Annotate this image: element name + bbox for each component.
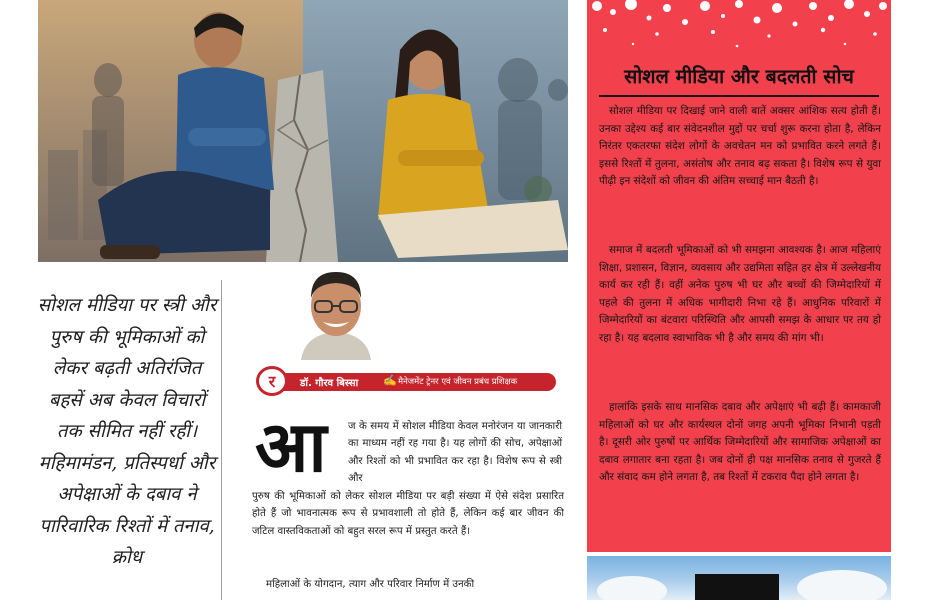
author-byline [252,366,558,396]
author-photo [297,268,375,360]
splatter-decoration [587,0,891,60]
author-role: मैनेजमेंट ट्रेनर एवं जीवन प्रबंध प्रशिक्षक [398,377,518,387]
column-divider [221,280,222,600]
cloud-shape [597,576,667,600]
article-illustration [38,0,568,262]
sidebar-paragraph: हालांकि इसके साथ मानसिक दबाव और अपेक्षाएं भी बढ़ी हैं। कामकाजी महिलाओं को घर और कार्यस्थल दोनों जगह अपनी भूमिका निभानी पड़ती है। दूसरी ओर पुरुषों पर आर्थिक जिम्मेदारियों और सामाजिक अपेक्षाओं का दबाव लगातार बना रहता है। जब दोनों ही पक्ष मानसिक तनाव से गुजरते हैं और संवाद कम होने लगता है, तब रिश्तों में टकराव पैदा होने लगता है। [599,401,881,484]
sky-photo [587,556,891,600]
article-lead: ज के समय में सोशल मीडिया केवल मनोरंजन या जानकारी का माध्यम नहीं रह गया है। यह लोगों की सोच, अपेक्षाओं और रिश्तों को भी प्रभावित कर रहा है। विशेष रूप से स्त्री और [348,421,562,485]
avatar [297,268,375,360]
sidebar-title-rule [599,95,879,97]
article-paragraph: पुरुष की भूमिकाओं को लेकर सोशल मीडिया पर बड़ी संख्या में ऐसे संदेश प्रसारित होते हैं जो भावनात्मक रूप से प्रभावशाली तो होते हैं, लेकिन कई बार जीवन की जटिल वास्तविकताओं को बहुत सरल रूप में प्रस्तुत करते हैं। [252,491,564,537]
article-paragraph: महिलाओं के योगदान, त्याग और परिवार निर्माण में उनकी [266,579,475,590]
sidebar-paragraph: सोशल मीडिया पर दिखाई जाने वाली बातें अक्सर आंशिक सत्य होती हैं। उनका उद्देश्य कई बार संवेदनशील मुद्दों पर चर्चा शुरू करना होता है, लेकिन निरंतर एकतरफा संदेश लोगों के अवचेतन मन को प्रभावित करने लगते हैं। इससे रिश्तों में तुलना, असंतोष और तनाव बढ़ सकता है। विशेष रूप से युवा पीढ़ी इन संदेशों को जीवन की अंतिम सच्चाई मान बैठती है। [599,105,881,188]
headline-block [695,574,779,600]
couple-conflict-illustration [38,0,568,262]
cloud-shape [797,570,887,600]
drop-cap: आ [255,406,327,488]
sidebar-box [587,0,891,552]
pen-icon: ✍ [383,374,397,387]
author-name: डॉ. गौरव बिस्सा [300,378,359,389]
sidebar-paragraph: समाज में बदलती भूमिकाओं को भी समझना आवश्यक है। आज महिलाएं शिक्षा, प्रशासन, विज्ञान, व्यवसाय और उद्यमिता सहित हर क्षेत्र में उल्लेखनीय कार्य कर रही हैं। वहीं अनेक पुरुष भी घर और बच्चों की जिम्मेदारियों में पहले की तुलना में अधिक भागीदारी निभा रहे हैं। आधुनिक परिवारों में जिम्मेदारियों का बंटवारा परिस्थिति और आपसी समझ के आधार पर तय हो रहा है। यह बदलाव स्वाभाविक भी है और समय की मांग भी। [599,244,881,344]
sidebar-title: सोशल मीडिया और बदलती सोच [624,65,854,88]
pull-quote: सोशल मीडिया पर स्त्री और पुरुष की भूमिकाओं को लेकर बढ़ती अतिरंजित बहसें अब केवल विचारों तक सीमित नहीं रहीं। महिमामंडन, प्रतिस्पर्धा और अपेक्षाओं के दबाव ने पारिवारिक रिश्तों में तनाव, क्रोध [37,295,217,568]
publication-logo: र [256,366,288,396]
